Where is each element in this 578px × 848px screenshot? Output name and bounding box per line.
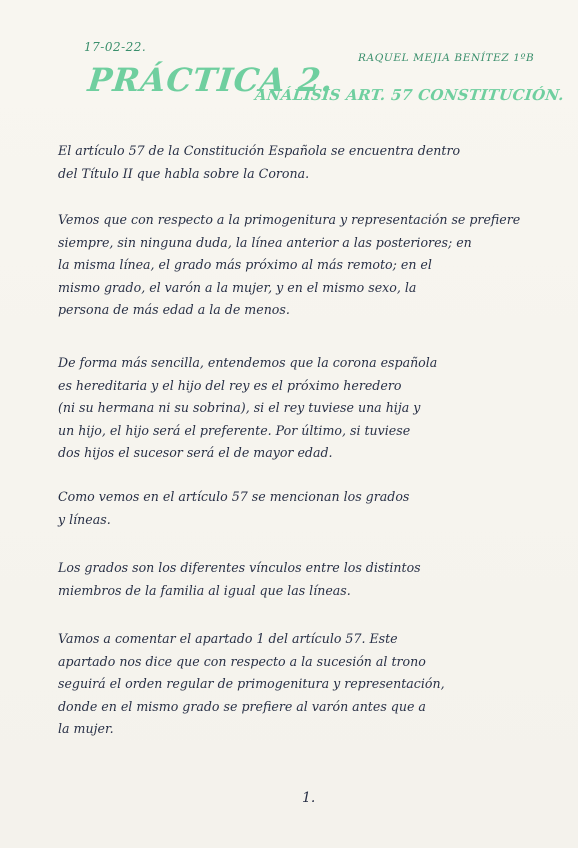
- page-subtitle: ANÁLISIS ART. 57 CONSTITUCIÓN.: [254, 86, 565, 104]
- text-line: seguirá el orden regular de primogenitura y representación,: [58, 676, 445, 691]
- text-line: la mujer.: [58, 721, 114, 736]
- paragraph: [58, 628, 518, 741]
- text-line: siempre, sin ninguna duda, la línea anterior a las posteriores; en: [58, 234, 472, 250]
- text-line: dos hijos el sucesor será el de mayor edad.: [58, 445, 333, 460]
- text-line: donde en el mismo grado se prefiere al varón antes que a: [58, 698, 426, 714]
- text-line: El artículo 57 de la Constitución Española se encuentra dentro: [58, 143, 461, 158]
- text-line: y líneas.: [58, 511, 111, 527]
- text-line: (ni su hermana ni su sobrina), si el rey tuviese una hija y: [58, 400, 421, 415]
- paragraph: [58, 209, 521, 322]
- author-name: RAQUEL MEJIA BENÍTEZ 1ºB: [358, 52, 535, 64]
- text-line: un hijo, el hijo será el preferente. Por último, si tuviese: [58, 422, 411, 438]
- text-line: es hereditaria y el hijo del rey es el próximo heredero: [58, 377, 402, 393]
- text-line: Como vemos en el artículo 57 se mencionan los grados: [58, 489, 410, 504]
- text-line: miembros de la familia al igual que las líneas.: [58, 582, 351, 598]
- text-line: del Título II que habla sobre la Corona.: [58, 165, 310, 181]
- date: 17-02-22.: [84, 40, 147, 54]
- text-line: mismo grado, el varón a la mujer, y en el mismo sexo, la: [58, 279, 417, 295]
- text-line: De forma más sencilla, entendemos que la corona española: [58, 355, 438, 370]
- paragraph: [58, 352, 518, 465]
- paragraph: [58, 140, 518, 185]
- page-number: 1.: [302, 790, 316, 806]
- text-line: persona de más edad a la de menos.: [58, 302, 290, 317]
- text-line: apartado nos dice que con respecto a la sucesión al trono: [58, 653, 426, 669]
- text-line: la misma línea, el grado más próximo al más remoto; en el: [58, 257, 432, 272]
- text-line: Los grados son los diferentes vínculos entre los distintos: [58, 560, 421, 575]
- paragraph: [58, 486, 518, 531]
- page-title: PRÁCTICA 2.: [86, 61, 336, 99]
- text-line: Vemos que con respecto a la primogenitura y representación se prefiere: [58, 212, 521, 227]
- paragraph: [58, 557, 518, 602]
- text-line: Vamos a comentar el apartado 1 del artículo 57. Este: [58, 631, 398, 646]
